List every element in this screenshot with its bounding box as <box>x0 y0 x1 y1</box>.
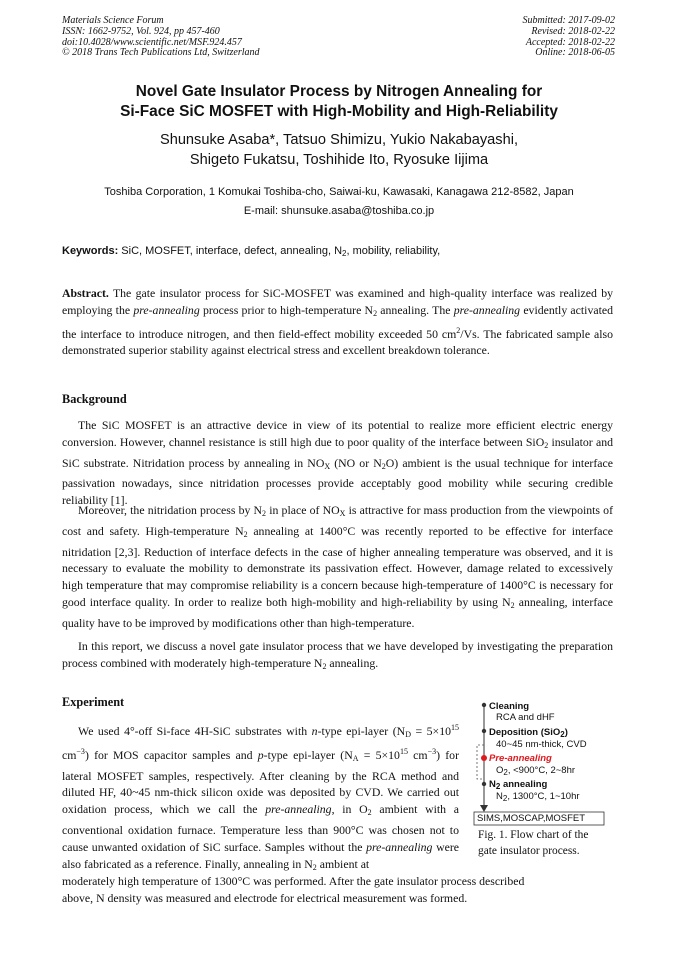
title-line-1: Novel Gate Insulator Process by Nitrogen Annealing for <box>135 83 543 100</box>
experiment-tail-line-1: moderately high temperature of 1300°C was performed. After the gate insulator process described <box>62 874 525 888</box>
flow-dot-pre-annealing <box>481 755 487 761</box>
superscript: −3 <box>427 746 437 756</box>
background-heading: Background <box>62 392 127 406</box>
flow-dot-cleaning <box>482 703 486 707</box>
abstract-text: The gate insulator process for SiC-MOSFET was examined and high-quality interface was realized by employing the <box>62 286 613 317</box>
subscript: 2 <box>495 782 501 791</box>
text: ambient at <box>316 856 370 871</box>
flow-dot-deposition <box>482 729 486 733</box>
keywords-text: SiC, MOSFET, interface, defect, annealing, N <box>118 245 343 257</box>
subscript: X <box>339 509 346 518</box>
text: were also fabricated as a reference. Finally, annealing in N <box>62 839 459 871</box>
subscript: 2 <box>342 249 347 258</box>
subscript: 2 <box>381 461 386 471</box>
text: pre-annealing <box>265 802 332 817</box>
background-paragraph-1 <box>62 417 613 509</box>
text: n <box>311 724 318 738</box>
superscript: 2 <box>456 325 461 335</box>
experiment-heading: Experiment <box>62 695 125 709</box>
text: ) <box>564 727 568 738</box>
text: cm <box>407 747 428 762</box>
text: annealing <box>500 779 548 790</box>
text: annealing at 1400°C was recently reported to be effective for interface nitridation [2,3]. Reduction of interface defects in the case of higher annealing temperature was observed, and it is necessary to evaluate the mobility to demonstrate its passivation effect. However, damage related to excessively high temperature that may compromise reliability is a concern because high-temperature of 1400°C is necessary for good interface quality. In order to realize both high-mobility and high-reliability by using N <box>62 523 613 609</box>
subscript: 2 <box>510 600 515 610</box>
flow-dot-n2-annealing <box>482 782 486 786</box>
subscript: 2 <box>322 661 327 671</box>
flow-final-label: SIMS,MOSCAP,MOSFET <box>477 813 586 824</box>
keywords-label: Keywords: <box>62 245 119 257</box>
text: In this report, we discuss a novel gate insulator process that we have developed by investigating the preparation process combined with moderately high-temperature N <box>62 639 613 670</box>
text: N <box>496 791 503 802</box>
text: in place of NO <box>266 503 340 517</box>
flow-step-pre-annealing-detail <box>496 765 575 778</box>
date-revised: Revised: 2018-02-22 <box>531 25 615 37</box>
authors-line-2: Shigeto Fukatsu, Toshihide Ito, Ryosuke Iijima <box>189 152 489 168</box>
subscript: D <box>405 730 411 739</box>
flow-arrowhead <box>480 805 488 812</box>
keywords <box>62 245 440 258</box>
subscript: 2 <box>560 730 565 739</box>
experiment-paragraph <box>62 720 459 876</box>
subscript: 2 <box>312 862 317 872</box>
subscript: 2 <box>373 308 378 318</box>
flow-step-cleaning: Cleaning <box>489 701 530 712</box>
experiment-tail-line-2: above, N density was measured and electrode for electrical measurement was formed. <box>62 890 468 905</box>
text: O <box>496 765 504 776</box>
flow-step-n2-annealing-detail <box>496 791 580 804</box>
text: -type epi-layer (N <box>317 724 406 738</box>
text: O) ambient is the usual technique for interface passivation nowadays, since nitridation processes provide acceptably good mobility while securing credible reliability [1]. <box>62 455 613 508</box>
affiliation-address: Toshiba Corporation, 1 Komukai Toshiba-cho, Saiwai-ku, Kawasaki, Kanagawa 212-8582, Japan <box>104 186 574 198</box>
subscript: 2 <box>503 768 508 777</box>
background-paragraph-3 <box>62 638 613 676</box>
text: is attractive for mass production from the viewpoints of cost and safety. High-temperature N <box>62 503 613 538</box>
flow-step-cleaning-detail: RCA and dHF <box>496 712 555 723</box>
date-online: Online: 2018-06-05 <box>535 47 615 59</box>
text: , 1300°C, 1~10hr <box>507 791 580 802</box>
paper-title <box>0 82 678 122</box>
flow-chart <box>470 695 620 835</box>
journal-doi: doi:10.4028/www.scientific.net/MSF.924.457 <box>62 36 242 48</box>
subscript: 2 <box>367 808 372 818</box>
abstract-text: evidently activated the interface to introduce nitrogen, and then field-effect mobility exceeded 50 cm <box>62 302 614 341</box>
text: ambient with a conventional oxidation furnace. Temperature less than 900°C was chosen not to cause unwanted oxidation of SiC surface. Samples without the <box>62 802 460 854</box>
author-list <box>0 130 678 170</box>
subscript: 2 <box>243 529 248 539</box>
abstract-text: /Vs. The fabricated sample also demonstrated superior stability against electrical stress and excellent breakdown tolerance. <box>62 326 613 358</box>
abstract-text: process prior to high-temperature N <box>199 302 374 317</box>
flow-step-pre-annealing: Pre-annealing <box>489 753 552 764</box>
subscript: 2 <box>544 440 549 450</box>
text: Moreover, the nitridation process by N <box>78 503 263 517</box>
author-email: E-mail: shunsuke.asaba@toshiba.co.jp <box>243 205 435 217</box>
text: pre-annealing <box>366 839 433 854</box>
title-line-2: Si-Face SiC MOSFET with High-Mobility and High-Reliability <box>120 103 558 120</box>
text: , <900°C, 2~8hr <box>507 765 576 776</box>
text: -type epi-layer (N <box>263 747 353 762</box>
affiliation <box>0 183 678 221</box>
text: We used 4°-off Si-face 4H-SiC substrates with <box>78 724 312 738</box>
text: = 5×10 <box>410 724 451 738</box>
superscript: −3 <box>76 746 85 756</box>
subscript: 2 <box>262 509 267 518</box>
dates-header <box>523 16 616 59</box>
abstract <box>62 285 613 359</box>
flow-step-deposition-detail: 40~45 nm-thick, CVD <box>496 739 587 750</box>
text: ) for MOS capacitor samples and <box>84 747 258 762</box>
text: Deposition (SiO <box>489 727 561 738</box>
journal-copyright: © 2018 Trans Tech Publications Ltd, Switzerland <box>62 47 260 59</box>
background-paragraph-2 <box>62 502 613 632</box>
text: The SiC MOSFET is an attractive device in view of its potential to realize more efficient electric energy conversion. However, channel resistance is still high due to poor quality of the interface between SiO <box>62 418 613 449</box>
text: p <box>257 747 264 762</box>
flow-skip-path <box>477 745 484 779</box>
abstract-text: annealing. The <box>377 302 454 317</box>
subscript: 2 <box>502 794 508 803</box>
text: cm <box>62 747 77 762</box>
text: = 5×10 <box>358 747 400 762</box>
date-submitted: Submitted: 2017-09-02 <box>522 15 615 26</box>
text: N <box>489 779 496 790</box>
text: ) for lateral MOSFET samples, respectively. After cleaning by the RCA method and diluted HF, 40~45 nm-thick silicon oxide was deposited by CVD. We carried out oxidation process, which we call the <box>62 747 459 817</box>
caption-line-2: gate insulator process. <box>478 844 580 857</box>
journal-issn: ISSN: 1662-9752, Vol. 924, pp 457-460 <box>62 25 220 37</box>
text: annealing, interface quality have to be improved by modifications other than high-temperature. <box>62 594 613 630</box>
subscript: X <box>324 461 331 471</box>
text: annealing. <box>326 655 379 670</box>
superscript: 15 <box>399 746 408 756</box>
journal-name: Materials Science Forum <box>62 15 164 26</box>
text: (NO or N <box>330 455 382 470</box>
figure-caption <box>478 828 588 859</box>
authors-line-1: Shunsuke Asaba*, Tatsuo Shimizu, Yukio Nakabayashi, <box>159 132 519 148</box>
date-accepted: Accepted: 2018-02-22 <box>525 36 615 48</box>
subscript: A <box>352 753 359 763</box>
text: insulator and SiC substrate. Nitridation process by annealing in NO <box>62 434 613 470</box>
text: , in O <box>331 802 368 817</box>
abstract-label: Abstract. <box>62 286 109 300</box>
abstract-term: pre-annealing <box>453 302 521 317</box>
superscript: 15 <box>451 723 459 732</box>
caption-line-1: Fig. 1. Flow chart of the <box>478 829 589 841</box>
experiment-paragraph-tail <box>62 873 613 907</box>
abstract-term: pre-annealing <box>133 302 200 317</box>
keywords-text-end: , mobility, reliability, <box>346 245 441 257</box>
journal-header <box>62 16 260 59</box>
